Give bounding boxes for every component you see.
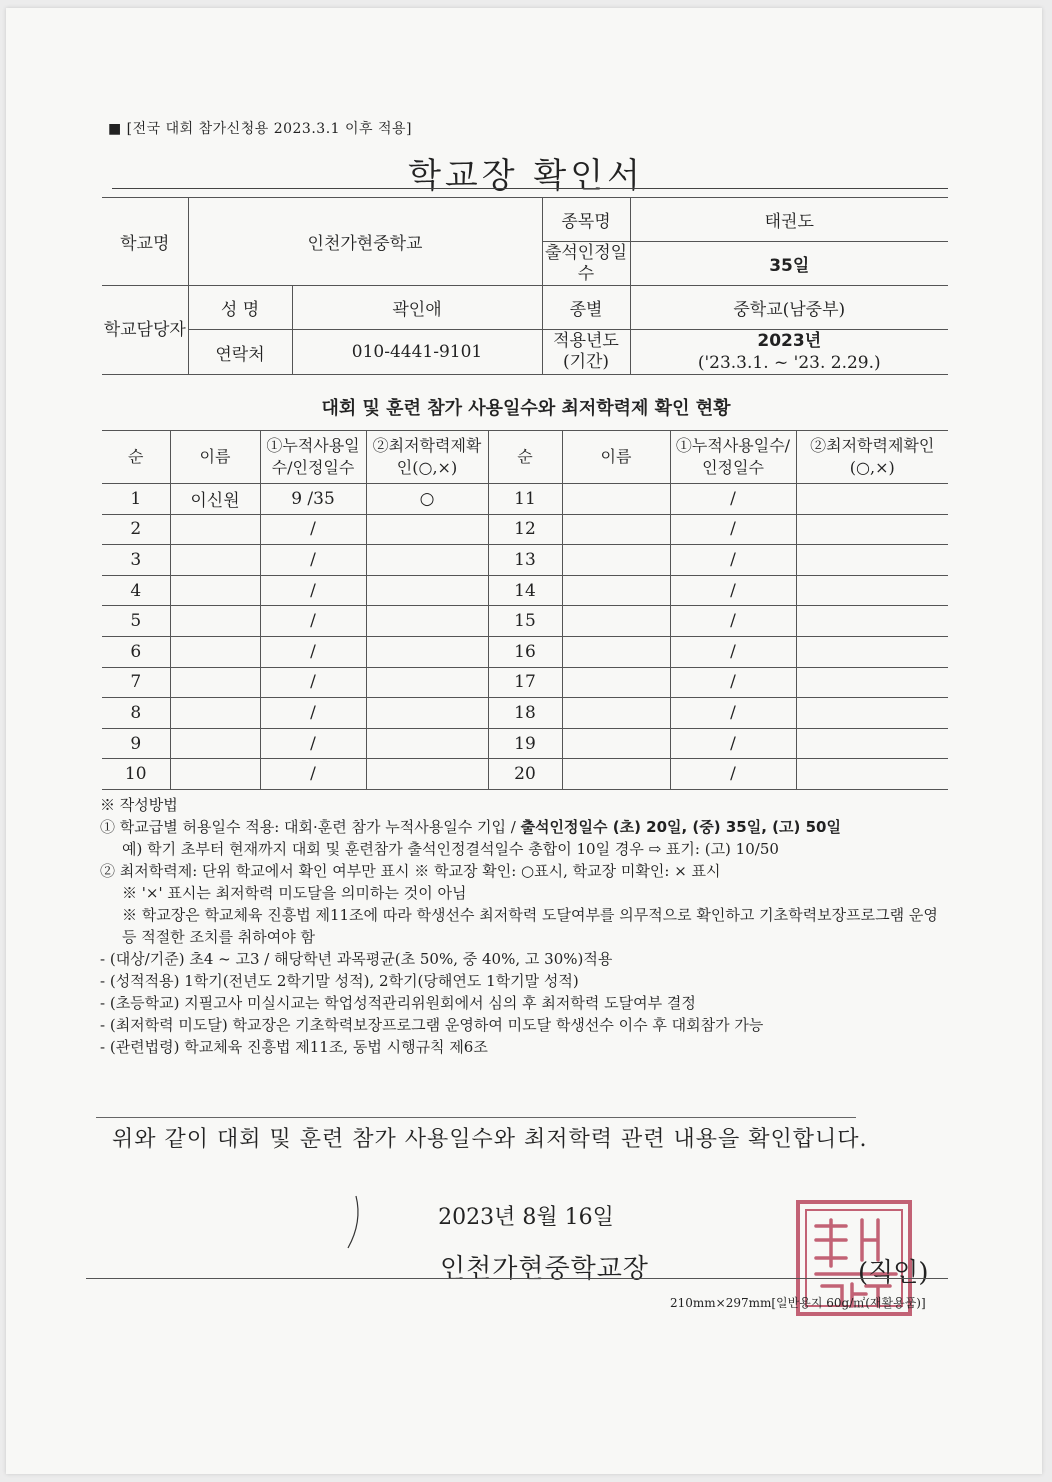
header-note: ■ [전국 대회 참가신청용 2023.3.1 이후 적용] (108, 121, 413, 137)
table-cell-no-r: 16 (488, 636, 562, 667)
paper-spec: 210mm×297mm[일반용지 60g/㎡(재활용품)] (670, 1296, 926, 1310)
table-cell-days-l: / (260, 636, 366, 667)
table-cell-check-r (796, 728, 948, 759)
table-cell-name-l (170, 728, 260, 759)
note-1 (100, 816, 950, 838)
detail-4: - (최저학력 미도달) 학교장은 기초학력보장프로그램 운영하여 미도달 학생선수 이수 후 대회참가 가능 (100, 1016, 764, 1034)
table-cell-no-l: 4 (102, 575, 170, 606)
detail-1: - (대상/기준) 초4 ~ 고3 / 해당학년 과목평균(초 50%, 중 40%, 고 30%)적용 (100, 950, 613, 968)
table-cell-days-l: 9 /35 (260, 484, 366, 515)
table-cell-no-l: 1 (102, 484, 170, 515)
table-cell-check-l (366, 698, 488, 729)
table-cell-no-l: 10 (102, 759, 170, 790)
issue-date: 2023년 8월 16일 (438, 1205, 614, 1230)
table-cell-days-l: / (260, 667, 366, 698)
note-2: ② 최저학력제: 단위 학교에서 확인 여부만 표시 ※ 학교장 확인: ○표시, 학교장 미확인: × 표시 (100, 862, 721, 880)
header-check-left: ②최저학력제확인(○,×) (366, 431, 488, 484)
note-1-example: 예) 학기 초부터 현재까지 대회 및 훈련참가 출석인정결석일수 총합이 10일 경우 ⇨ 표기: (고) 10/50 (122, 840, 779, 858)
type-value: 중학교(남중부) (630, 286, 948, 330)
table-cell-days-l: / (260, 759, 366, 790)
table-cell-name-r (562, 698, 670, 729)
table-row (102, 514, 948, 545)
table-cell-name-l (170, 759, 260, 790)
header-days-right: ①누적사용일수/인정일수 (670, 431, 796, 484)
table-cell-name-r (562, 667, 670, 698)
attendance-value: 35일 (630, 242, 948, 286)
table-cell-name-r (562, 636, 670, 667)
header-no-right: 순 (488, 431, 562, 484)
table-cell-days-l: / (260, 545, 366, 576)
note-1-text: ① 학교급별 허용일수 적용: 대회·훈련 참가 누적사용일수 기입 / (100, 818, 521, 836)
table-cell-check-l: ○ (366, 484, 488, 515)
table-cell-no-r: 14 (488, 575, 562, 606)
table-cell-days-r: / (670, 667, 796, 698)
type-label: 종별 (542, 286, 630, 330)
table-cell-no-l: 8 (102, 698, 170, 729)
year-cell (630, 330, 948, 375)
table-cell-check-r (796, 575, 948, 606)
section-title: 대회 및 훈련 참가 사용일수와 최저학력제 확인 현황 (321, 398, 731, 419)
table-cell-name-l (170, 636, 260, 667)
table-row (102, 484, 948, 515)
table-cell-name-l: 이신원 (170, 484, 260, 515)
table-cell-name-l (170, 667, 260, 698)
header-no-left: 순 (102, 431, 170, 484)
table-cell-check-l (366, 606, 488, 637)
bottom-rule (86, 1278, 948, 1279)
table-cell-name-l (170, 545, 260, 576)
table-cell-no-r: 15 (488, 606, 562, 637)
table-cell-no-l: 9 (102, 728, 170, 759)
school-label: 학교명 (102, 198, 188, 286)
year-label: 적용년도(기간) (542, 330, 630, 375)
table-cell-name-r (562, 545, 670, 576)
table-cell-no-r: 18 (488, 698, 562, 729)
table-cell-no-l: 7 (102, 667, 170, 698)
name-label: 성 명 (188, 286, 292, 330)
note-2b: ※ 학교장은 학교체육 진흥법 제11조에 따라 학생선수 최저학력 도달여부를 의무적으로 확인하고 기초학력보장프로그램 운영 등 적절한 조치를 취하여야 함 (122, 906, 938, 946)
table-cell-check-r (796, 667, 948, 698)
notes-rule (96, 1117, 856, 1118)
table-cell-name-l (170, 698, 260, 729)
table-cell-days-l: / (260, 728, 366, 759)
table-cell-no-r: 11 (488, 484, 562, 515)
table-row (102, 728, 948, 759)
attendance-label: 출석인정일수 (542, 242, 630, 286)
table-cell-name-r (562, 484, 670, 515)
header-name-right: 이름 (562, 431, 670, 484)
principal-title: 인천가현중학교장 (440, 1254, 649, 1284)
table-cell-days-r: / (670, 698, 796, 729)
table-cell-name-r (562, 575, 670, 606)
table-cell-days-l: / (260, 606, 366, 637)
event-label: 종목명 (542, 198, 630, 242)
table-row (102, 759, 948, 790)
table-cell-check-r (796, 636, 948, 667)
confirmation-text: 위와 같이 대회 및 훈련 참가 사용일수와 최저학력 관련 내용을 확인합니다. (112, 1127, 868, 1152)
school-name: 인천가현중학교 (188, 198, 542, 286)
table-cell-check-l (366, 545, 488, 576)
note-1-bold: 출석인정일수 (초) 20일, (중) 35일, (고) 50일 (520, 818, 841, 836)
table-row (102, 636, 948, 667)
table-cell-days-r: / (670, 545, 796, 576)
info-table (102, 197, 948, 375)
contact-label: 연락처 (188, 330, 292, 375)
table-cell-no-r: 12 (488, 514, 562, 545)
roster-table (102, 430, 948, 790)
notes-heading: ※ 작성방법 (100, 796, 178, 814)
table-cell-name-r (562, 728, 670, 759)
year-value: 2023년 (757, 331, 822, 351)
table-cell-name-l (170, 575, 260, 606)
table-row (102, 545, 948, 576)
contact-value: 010-4441-9101 (292, 330, 542, 375)
table-cell-days-l: / (260, 575, 366, 606)
seal-label: (직인) (858, 1258, 929, 1288)
table-cell-check-l (366, 728, 488, 759)
table-cell-no-r: 19 (488, 728, 562, 759)
table-cell-days-r: / (670, 759, 796, 790)
roster-header-row (102, 431, 948, 484)
table-cell-days-r: / (670, 636, 796, 667)
table-cell-days-r: / (670, 484, 796, 515)
title-rule (112, 188, 948, 189)
table-cell-check-r (796, 484, 948, 515)
table-cell-check-l (366, 667, 488, 698)
table-cell-days-r: / (670, 728, 796, 759)
document-title: 학교장 확인서 (408, 156, 644, 196)
table-cell-name-l (170, 514, 260, 545)
header-name-left: 이름 (170, 431, 260, 484)
table-cell-days-l: / (260, 514, 366, 545)
table-cell-days-r: / (670, 514, 796, 545)
table-cell-no-l: 5 (102, 606, 170, 637)
table-cell-no-r: 20 (488, 759, 562, 790)
name-value: 곽인애 (292, 286, 542, 330)
detail-5: - (관련법령) 학교체육 진흥법 제11조, 동법 시행규칙 제6조 (100, 1038, 488, 1056)
event-value: 태권도 (630, 198, 948, 242)
period-value: ('23.3.1. ~ '23. 2.29.) (697, 353, 881, 373)
table-cell-check-l (366, 575, 488, 606)
table-row (102, 698, 948, 729)
detail-2: - (성적적용) 1학기(전년도 2학기말 성적), 2학기(당해연도 1학기말 성적) (100, 972, 579, 990)
table-cell-check-r (796, 759, 948, 790)
instructions (100, 794, 950, 1058)
table-cell-name-r (562, 514, 670, 545)
table-cell-name-r (562, 759, 670, 790)
table-cell-no-r: 17 (488, 667, 562, 698)
table-row (102, 667, 948, 698)
table-cell-check-r (796, 545, 948, 576)
table-cell-check-r (796, 698, 948, 729)
manager-label: 학교담당자 (102, 286, 188, 375)
table-cell-days-r: / (670, 606, 796, 637)
table-cell-no-l: 2 (102, 514, 170, 545)
table-row (102, 606, 948, 637)
table-cell-name-r (562, 606, 670, 637)
table-cell-no-r: 13 (488, 545, 562, 576)
table-cell-days-l: / (260, 698, 366, 729)
table-cell-check-l (366, 514, 488, 545)
table-row (102, 575, 948, 606)
table-cell-name-l (170, 606, 260, 637)
note-2a: ※ '×' 표시는 최저학력 미도달을 의미하는 것이 아님 (122, 884, 467, 902)
table-cell-check-r (796, 514, 948, 545)
table-cell-check-l (366, 636, 488, 667)
detail-3: - (초등학교) 지필고사 미실시교는 학업성적관리위원회에서 심의 후 최저학력 도달여부 결정 (100, 994, 696, 1012)
table-cell-days-r: / (670, 575, 796, 606)
header-check-right: ②최저학력제확인(○,×) (796, 431, 948, 484)
table-cell-no-l: 6 (102, 636, 170, 667)
header-days-left: ①누적사용일수/인정일수 (260, 431, 366, 484)
table-cell-no-l: 3 (102, 545, 170, 576)
table-cell-check-r (796, 606, 948, 637)
table-cell-check-l (366, 759, 488, 790)
